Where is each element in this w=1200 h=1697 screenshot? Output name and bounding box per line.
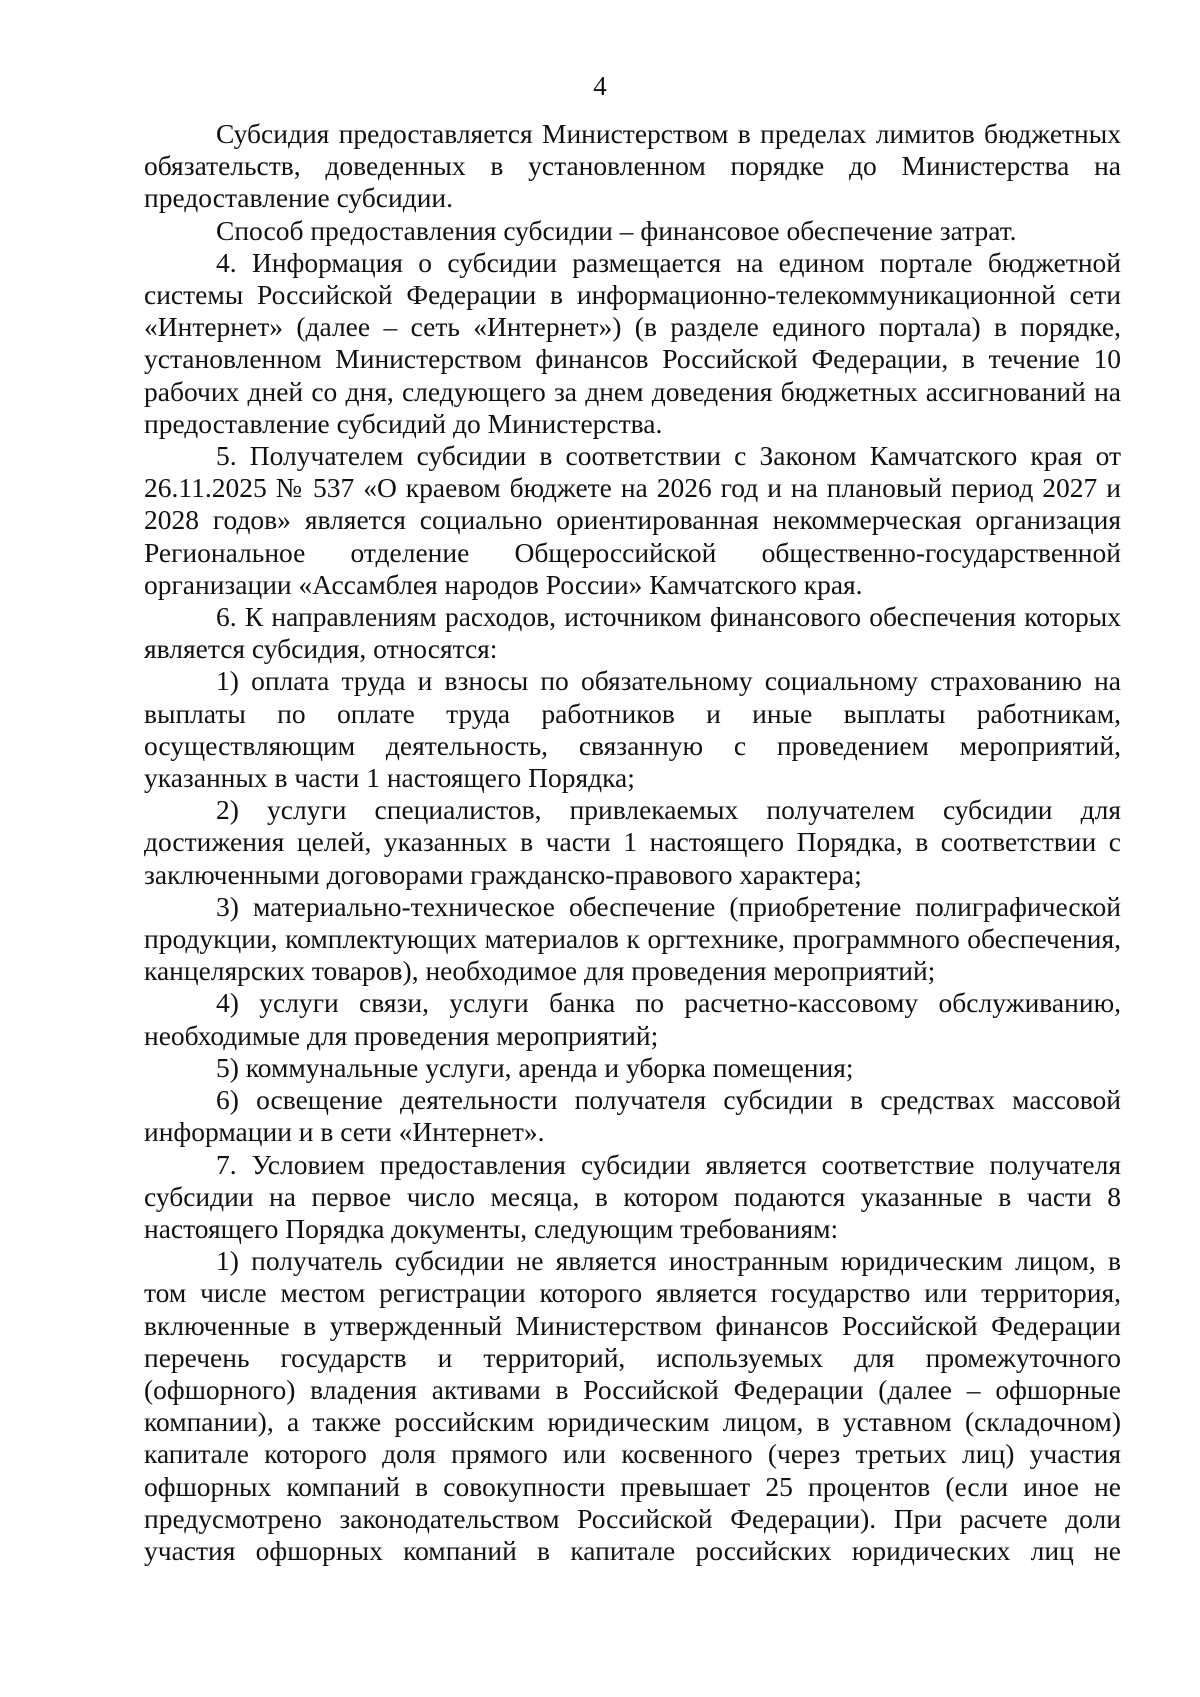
paragraph-subsidy-method: Способ предоставления субсидии – финансовое обеспечение затрат.: [216, 214, 1017, 246]
paragraph-item-6-6: 6) освещение деятельности получателя субсидии в средствах массовой информации и в сети «Интернет».: [144, 1084, 1121, 1148]
paragraph-item-5: 5. Получателем субсидии в соответствии с Законом Камчатского края от 26.11.2025 № 537 «О краевом бюджете на 2026 год и на плановый период 2027 и 2028 годов» является социально ориентированная некоммерческая организация Региональное отделение Общероссийской общественно-государственной организации «Ассамблея народов России» Камчатского края.: [144, 440, 1121, 600]
paragraph-item-6-1: 1) оплата труда и взносы по обязательному социальному страхованию на выплаты по оплате труда работников и иные выплаты работникам, осуществляющим деятельность, связанную с проведением мероприятий, указанных в части 1 настоящего Порядка;: [144, 665, 1121, 794]
page-number: 4: [593, 71, 607, 101]
paragraph-item-6-3: 3) материально-техническое обеспечение (приобретение полиграфической продукции, комплектующих материалов к оргтехнике, программного обеспечения, канцелярских товаров), необходимое для проведения мероприятий;: [144, 890, 1121, 987]
paragraph-item-7: 7. Условием предоставления субсидии является соответствие получателя субсидии на первое число месяца, в котором подаются указанные в части 8 настоящего Порядка документы, следующим требованиям:: [144, 1148, 1121, 1244]
document-body: [144, 118, 1121, 1567]
paragraph-item-4: 4. Информация о субсидии размещается на едином портале бюджетной системы Российской Федерации в информационно-телекоммуникационной сети «Интернет» (далее – сеть «Интернет») (в разделе единого портала) в порядке, установленном Министерством финансов Российской Федерации, в течение 10 рабочих дней со дня, следующего за днем доведения бюджетных ассигнований на предоставление субсидий до Министерства.: [144, 246, 1121, 439]
paragraph-item-7-1: 1) получатель субсидии не является иностранным юридическим лицом, в том числе местом регистрации которого является государство или территория, включенные в утвержденный Министерством финансов Российской Федерации перечень государств и территорий, используемых для промежуточного (офшорного) владения активами в Российской Федерации (далее – офшорные компании), а также российским юридическим лицом, в уставном (складочном) капитале которого доля прямого или косвенного (через третьих лиц) участия офшорных компаний в совокупности превышает 25 процентов (если иное не предусмотрено законодательством Российской Федерации). При расчете доли участия офшорных компаний в капитале российских юридических лиц не: [144, 1245, 1121, 1566]
paragraph-subsidy-limits: Субсидия предоставляется Министерством в пределах лимитов бюджетных обязательств, доведенных в установленном порядке до Министерства на предоставление субсидии.: [144, 118, 1121, 214]
paragraph-item-6-5: 5) коммунальные услуги, аренда и уборка помещения;: [216, 1051, 854, 1083]
paragraph-item-6: 6. К направлениям расходов, источником финансового обеспечения которых является субсидия, относятся:: [144, 601, 1121, 665]
paragraph-item-6-2: 2) услуги специалистов, привлекаемых получателем субсидии для достижения целей, указанных в части 1 настоящего Порядка, в соответствии с заключенными договорами гражданско-правового характера;: [144, 794, 1121, 890]
paragraph-item-6-4: 4) услуги связи, услуги банка по расчетно-кассовому обслуживанию, необходимые для проведения мероприятий;: [144, 987, 1121, 1051]
